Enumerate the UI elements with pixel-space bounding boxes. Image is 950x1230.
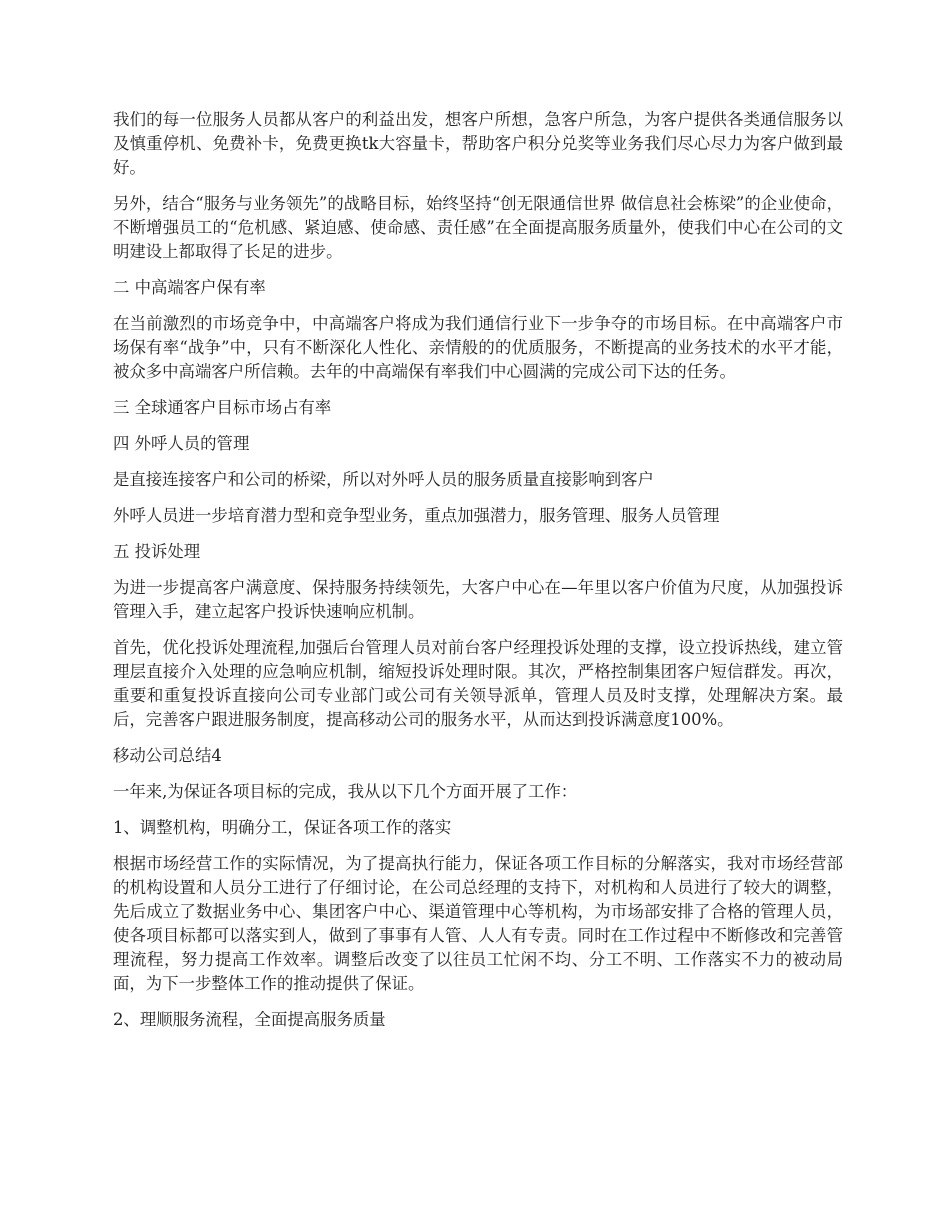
paragraph-complaint-mechanism: 为进一步提高客户满意度、保持服务持续领先，大客户中心在—年里以客户价值为尺度，从加强投诉管理入手，建立起客户投诉快速响应机制。 [113, 578, 843, 621]
paragraph-customer-service: 我们的每一位服务人员都从客户的利益出发，想客户所想，急客户所急，为客户提供各类通信服务以及慎重停机、免费补卡，免费更换tk大容量卡，帮助客户积分兑奖等业务我们尽心尽力为客户做到最好。 [113, 110, 843, 177]
paragraph-outbound-bridge: 是直接连接客户和公司的桥梁，所以对外呼人员的服务质量直接影响到客户 [113, 470, 654, 489]
heading-outbound-staff: 四 外呼人员的管理 [113, 434, 250, 453]
paragraph-strategy: 另外，结合“服务与业务领先”的战略目标，始终坚持“创无限通信世界 做信息社会栋梁”的企业使命，不断增强员工的“危机感、紧迫感、使命感、责任感”在全面提高服务质量外，使我们中心在公司的文明建设上都取得了长足的进步。 [113, 194, 843, 261]
heading-summary-4: 移动公司总结4 [113, 746, 222, 765]
document-page [113, 108, 843, 1044]
paragraph-year-intro: 一年来,为保证各项目标的完成，我从以下几个方面开展了工作： [113, 782, 578, 801]
heading-service-process: 2、理顺服务流程，全面提高服务质量 [113, 1010, 386, 1029]
paragraph-high-end-retention: 在当前激烈的市场竞争中，中高端客户将成为我们通信行业下一步争夺的市场目标。在中高端客户市场保有率“战争”中，只有不断深化人性化、亲情般的的优质服务，不断提高的业务技术的水平才能，被众多中高端客户所信赖。去年的中高端保有率我们中心圆满的完成公司下达的任务。 [113, 314, 843, 381]
paragraph-complaint-process: 首先，优化投诉处理流程,加强后台管理人员对前台客户经理投诉处理的支撑，设立投诉热线，建立管理层直接介入处理的应急响应机制，缩短投诉处理时限。其次，严格控制集团客户短信群发。再次，重要和重复投诉直接向公司专业部门或公司有关领导派单，管理人员及时支撑，处理解决方案。最后，完善客户跟进服务制度，提高移动公司的服务水平，从而达到投诉满意度100%。 [113, 638, 843, 729]
heading-adjust-organization: 1、调整机构，明确分工，保证各项工作的落实 [113, 818, 452, 837]
heading-complaints: 五 投诉处理 [113, 542, 201, 561]
paragraph-organization-details: 根据市场经营工作的实际情况，为了提高执行能力，保证各项工作目标的分解落实，我对市场经营部的机构设置和人员分工进行了仔细讨论，在公司总经理的支持下，对机构和人员进行了较大的调整，先后成立了数据业务中心、集团客户中心、渠道管理中心等机构，为市场部安排了合格的管理人员，使各项目标都可以落实到人，做到了事事有人管、人人有专责。同时在工作过程中不断修改和完善管理流程，努力提高工作效率。调整后改变了以往员工忙闲不均、分工不明、工作落实不力的被动局面，为下一步整体工作的推动提供了保证。 [113, 854, 843, 993]
paragraph-outbound-business: 外呼人员进一步培育潜力型和竞争型业务，重点加强潜力，服务管理、服务人员管理 [113, 506, 720, 525]
heading-high-end-retention: 二 中高端客户保有率 [113, 278, 266, 297]
heading-market-share: 三 全球通客户目标市场占有率 [113, 398, 332, 417]
